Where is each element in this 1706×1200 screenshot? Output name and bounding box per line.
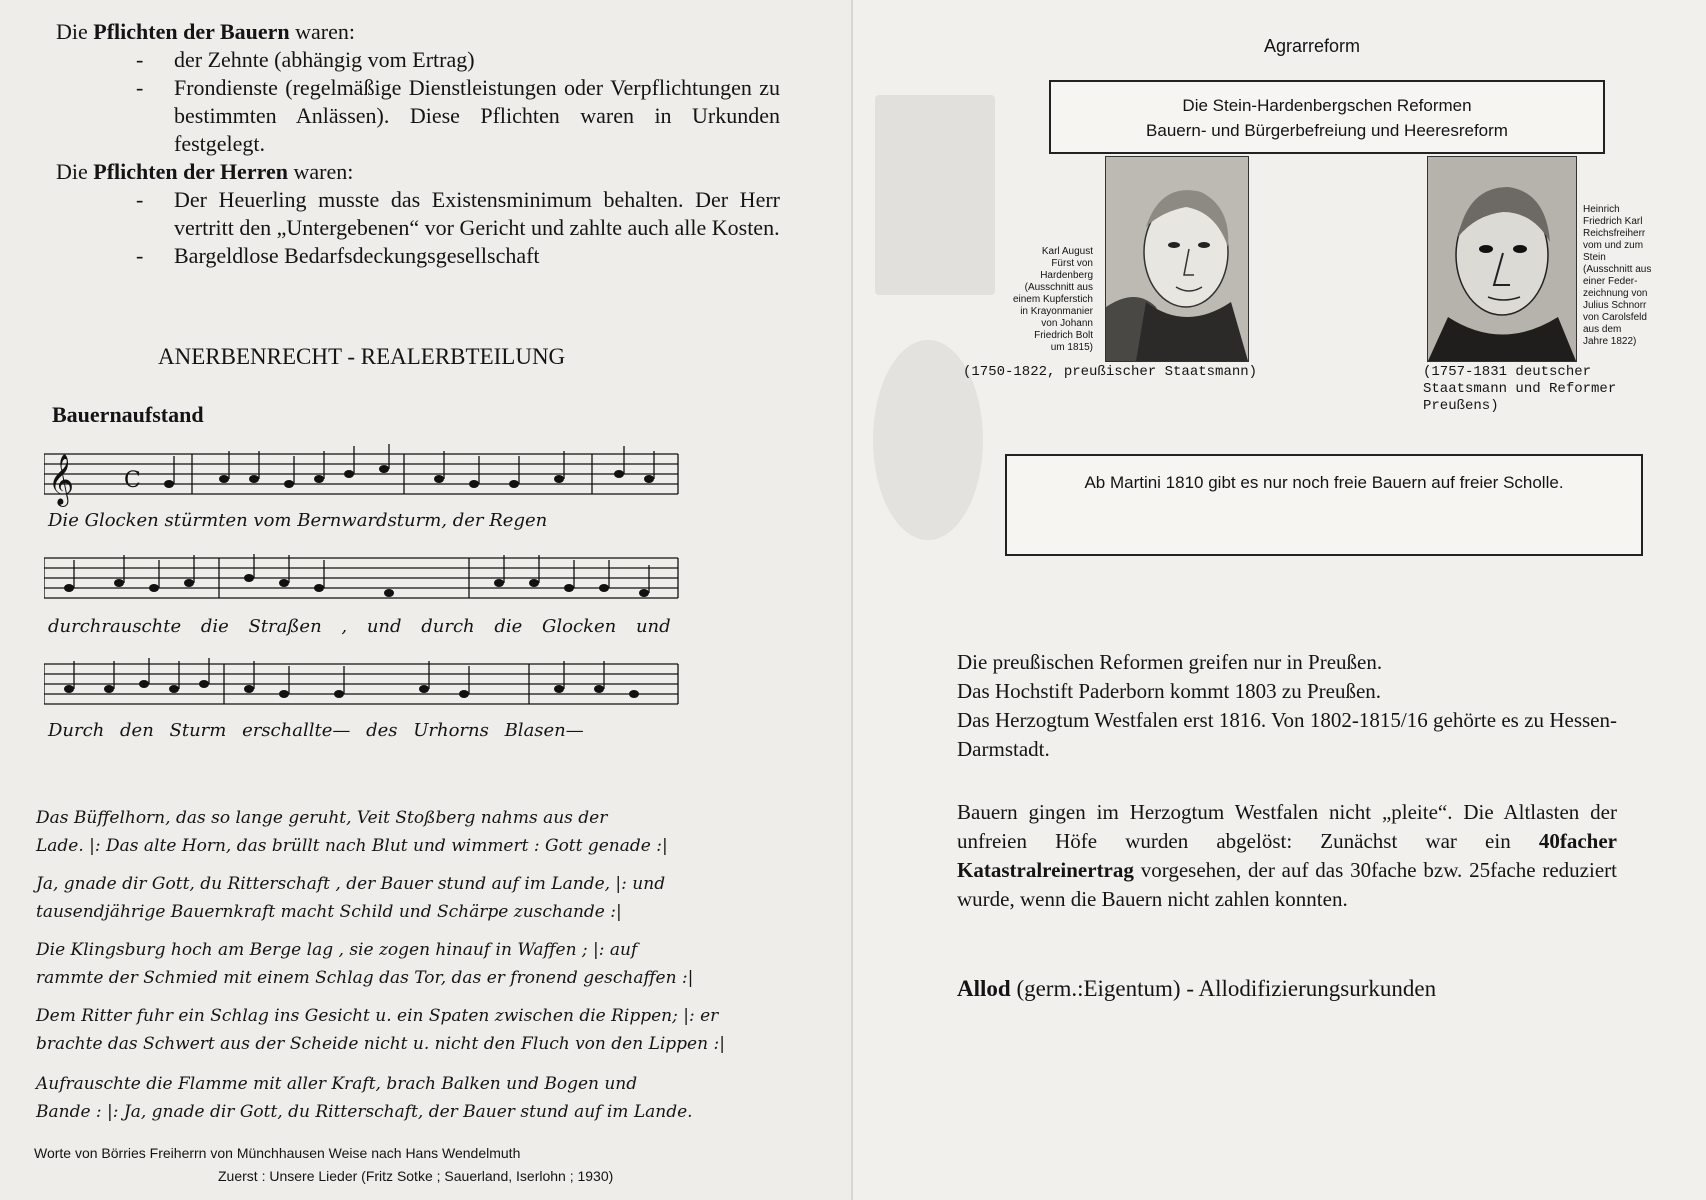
anerbenrecht-heading: ANERBENRECHT - REALERBTEILUNG (158, 344, 566, 369)
portrait-stein-image (1428, 157, 1576, 361)
svg-text:𝄞: 𝄞 (48, 454, 75, 505)
hardenberg-portrait (1105, 156, 1249, 362)
hardenberg-caption: Karl August Fürst von Hardenberg (Ausschnitt aus einem Kupferstich in Krayonmanier von Johann Friedrich Bolt um 1815) (1012, 246, 1093, 353)
westfalen-paragraph: Bauern gingen im Herzogtum Westfalen nicht „pleite“. Die Altlasten der unfreien Höfe wurden abgelöst: Zunächst war ein 40facher Katastralreinertrag vorgesehen, der auf das 30fache bzw. 25fache reduziert wurde, wenn die Bauern nicht zahlen konnten. (957, 800, 1617, 911)
verse-5: Aufrauschte die Flamme mit aller Kraft, brach Balken und Bogen und Bande : |: Ja, gnade dir Gott, du Ritterschaft, der Bauer stund auf im Lande. (36, 1074, 693, 1122)
song-credit-line-1: Worte von Börries Freiherrn von Münchhausen Weise nach Hans Wendelmuth (34, 1145, 521, 1161)
verse-4: Dem Ritter fuhr ein Schlag ins Gesicht u. ein Spaten zwischen die Rippen; |: er brachte das Schwert aus der Scheide nicht u. nicht den Fluch von den Lippen :| (36, 1006, 725, 1054)
song-credit-line-2: Zuerst : Unsere Lieder (Fritz Sotke ; Sauerland, Iserlohn ; 1930) (218, 1168, 614, 1184)
martini-box: Ab Martini 1810 gibt es nur noch freie Bauern auf freier Scholle. (1005, 454, 1643, 556)
bauern-duties-list (136, 46, 780, 158)
song-lyric-line-3: Durch den Sturm erschallte— des Urhorns Blasen— (48, 720, 584, 741)
right-page (853, 0, 1706, 1200)
herren-duties-heading: Die Pflichten der Herren waren: (56, 159, 354, 184)
allod-line: Allod (germ.:Eigentum) - Allodifizierungsurkunden (957, 976, 1437, 1001)
show-through-image (875, 95, 995, 295)
herren-duties-list (136, 186, 780, 270)
stein-portrait (1427, 156, 1577, 362)
verse-3: Die Klingsburg hoch am Berge lag , sie zogen hinauf in Waffen ; |: auf rammte der Schmied mit einem Schlag das Tor, das er fronend geschaffen :| (36, 940, 694, 988)
herren-duties-bold: Pflichten der Herren (93, 159, 288, 184)
music-staff-2 (44, 552, 684, 622)
bauernaufstand-heading: Bauernaufstand (52, 402, 204, 427)
svg-text:C: C (124, 468, 141, 493)
song-lyric-line-1: Die Glocken stürmten vom Bernwardsturm, der Regen (48, 510, 548, 531)
list-item: - Bargeldlose Bedarfsdeckungsgesellschaft (136, 243, 540, 268)
list-item: - Frondienste (regelmäßige Dienstleistungen oder Verpflichtungen zu bestimmten Anlässen). Diese Pflichten waren in Urkunden festgelegt. (136, 75, 780, 156)
song-lyric-line-2: durchrauschte die Straßen , und durch die Glocken und (48, 616, 671, 637)
prussia-paragraph: Die preußischen Reformen greifen nur in Preußen. Das Hochstift Paderborn kommt 1803 zu Preußen. Das Herzogtum Westfalen erst 1816. Von 1802-1815/16 gehörte es zu Hessen-Darmstadt. (957, 650, 1617, 761)
stein-dates: (1757-1831 deutscher Staatsmann und Reformer Preußens) (1423, 364, 1617, 414)
reform-box: Die Stein-Hardenbergschen Reformen Bauern- und Bürgerbefreiung und Heeresreform (1049, 80, 1605, 154)
katastral-bold: 40facher Katastralreinertrag (957, 829, 1617, 882)
verse-2: Ja, gnade dir Gott, du Ritterschaft , der Bauer stund auf im Lande, |: und tausendjährige Bauernkraft macht Schild und Schärpe zuschande :| (36, 874, 666, 922)
music-staff-3 (44, 656, 684, 722)
portrait-hardenberg-image (1106, 157, 1248, 361)
hardenberg-dates: (1750-1822, preußischer Staatsmann) (963, 364, 1258, 380)
bauern-duties-bold: Pflichten der Bauern (93, 19, 290, 44)
page-title: Agrarreform (1264, 36, 1361, 56)
list-item: - der Zehnte (abhängig vom Ertrag) (136, 47, 475, 72)
allod-bold: Allod (957, 976, 1011, 1001)
verse-1: Das Büffelhorn, das so lange geruht, Veit Stoßberg nahms aus der Lade. |: Das alte Horn, das brüllt nach Blut und wimmert : Gott genade :| (36, 808, 668, 856)
list-item: - Der Heuerling musste das Existensminimum behalten. Der Herr vertritt den „Untergebenen“ vor Gericht und zahlte auch alle Kosten. (136, 187, 780, 240)
bauern-duties-heading: Die Pflichten der Bauern waren: (56, 19, 355, 44)
stein-caption: Heinrich Friedrich Karl Reichsfreiherr vom und zum Stein (Ausschnitt aus einer Feder- zeichnung von Julius Schnorr von Carolsfeld aus dem Jahre 1822) (1583, 204, 1652, 347)
bauern-duties-section (56, 18, 780, 270)
